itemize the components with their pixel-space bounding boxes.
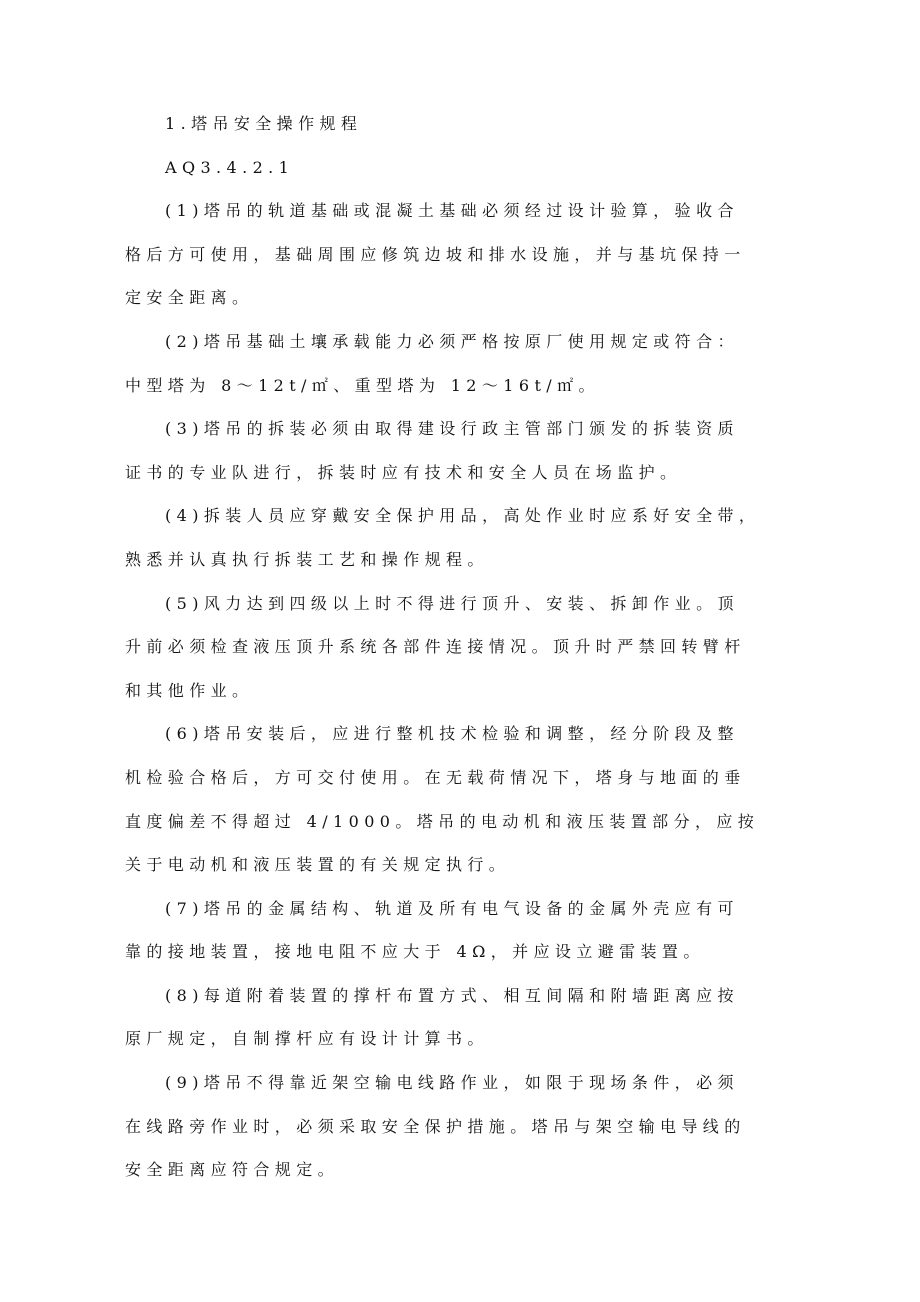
paragraph-line: 中型塔为 8～12t/㎡、重型塔为 12～16t/㎡。 (125, 375, 600, 395)
paragraph-8 (125, 974, 790, 1061)
section-heading: 1.塔吊安全操作规程 (165, 114, 363, 133)
section-code: AQ3.4.2.1 (165, 157, 295, 177)
paragraph-7 (125, 887, 790, 974)
paragraph-line: (1)塔吊的轨道基础或混凝土基础必须经过设计验算，验收合 (165, 201, 739, 221)
paragraph-line: 关于电动机和液压装置的有关规定执行。 (125, 855, 511, 875)
paragraph-9 (125, 1061, 790, 1192)
paragraph-line: (3)塔吊的拆装必须由取得建设行政主管部门颁发的拆装资质 (165, 419, 739, 439)
paragraph-line: 和其他作业。 (125, 680, 254, 700)
paragraph-line: 证书的专业队进行，拆装时应有技术和安全人员在场监护。 (125, 462, 682, 482)
paragraph-line: 靠的接地装置，接地电阻不应大于 4Ω，并应设立避雷装置。 (125, 942, 705, 962)
paragraph-line: (7)塔吊的金属结构、轨道及所有电气设备的金属外壳应有可 (165, 898, 739, 918)
paragraph-line: 升前必须检查液压顶升系统各部件连接情况。顶升时严禁回转臂杆 (125, 637, 746, 657)
paragraph-line: (6)塔吊安装后，应进行整机技术检验和调整，经分阶段及整 (165, 724, 739, 744)
paragraph-line: (8)每道附着装置的撑杆布置方式、相互间隔和附墙距离应按 (165, 985, 739, 1005)
paragraph-4 (125, 494, 790, 581)
paragraph-line: (5)风力达到四级以上时不得进行顶升、安装、拆卸作业。顶 (165, 593, 739, 613)
paragraph-line: (9)塔吊不得靠近架空输电线路作业，如限于现场条件，必须 (165, 1073, 739, 1093)
paragraph-2 (125, 320, 790, 407)
paragraph-line: 熟悉并认真执行拆装工艺和操作规程。 (125, 549, 489, 569)
paragraph-1 (125, 189, 790, 320)
paragraph-line: 原厂规定，自制撑杆应有设计计算书。 (125, 1029, 489, 1049)
paragraph-line: (2)塔吊基础土壤承载能力必须严格按原厂使用规定或符合： (165, 331, 739, 351)
paragraph-line: 机检验合格后，方可交付使用。在无载荷情况下，塔身与地面的垂 (125, 767, 746, 787)
paragraph-line: (4)拆装人员应穿戴安全保护用品，高处作业时应系好安全带， (165, 506, 761, 526)
paragraph-6 (125, 712, 790, 886)
document-body (125, 102, 790, 1192)
paragraph-line: 直度偏差不得超过 4/1000。塔吊的电动机和液压装置部分，应按 (125, 811, 760, 831)
paragraph-3 (125, 407, 790, 494)
paragraph-line: 定安全距离。 (125, 288, 254, 308)
paragraph-line: 格后方可使用，基础周围应修筑边坡和排水设施，并与基坑保持一 (125, 244, 746, 264)
paragraph-5 (125, 582, 790, 713)
paragraph-line: 在线路旁作业时，必须采取安全保护措施。塔吊与架空输电导线的 (125, 1116, 746, 1136)
paragraph-line: 安全距离应符合规定。 (125, 1160, 340, 1180)
